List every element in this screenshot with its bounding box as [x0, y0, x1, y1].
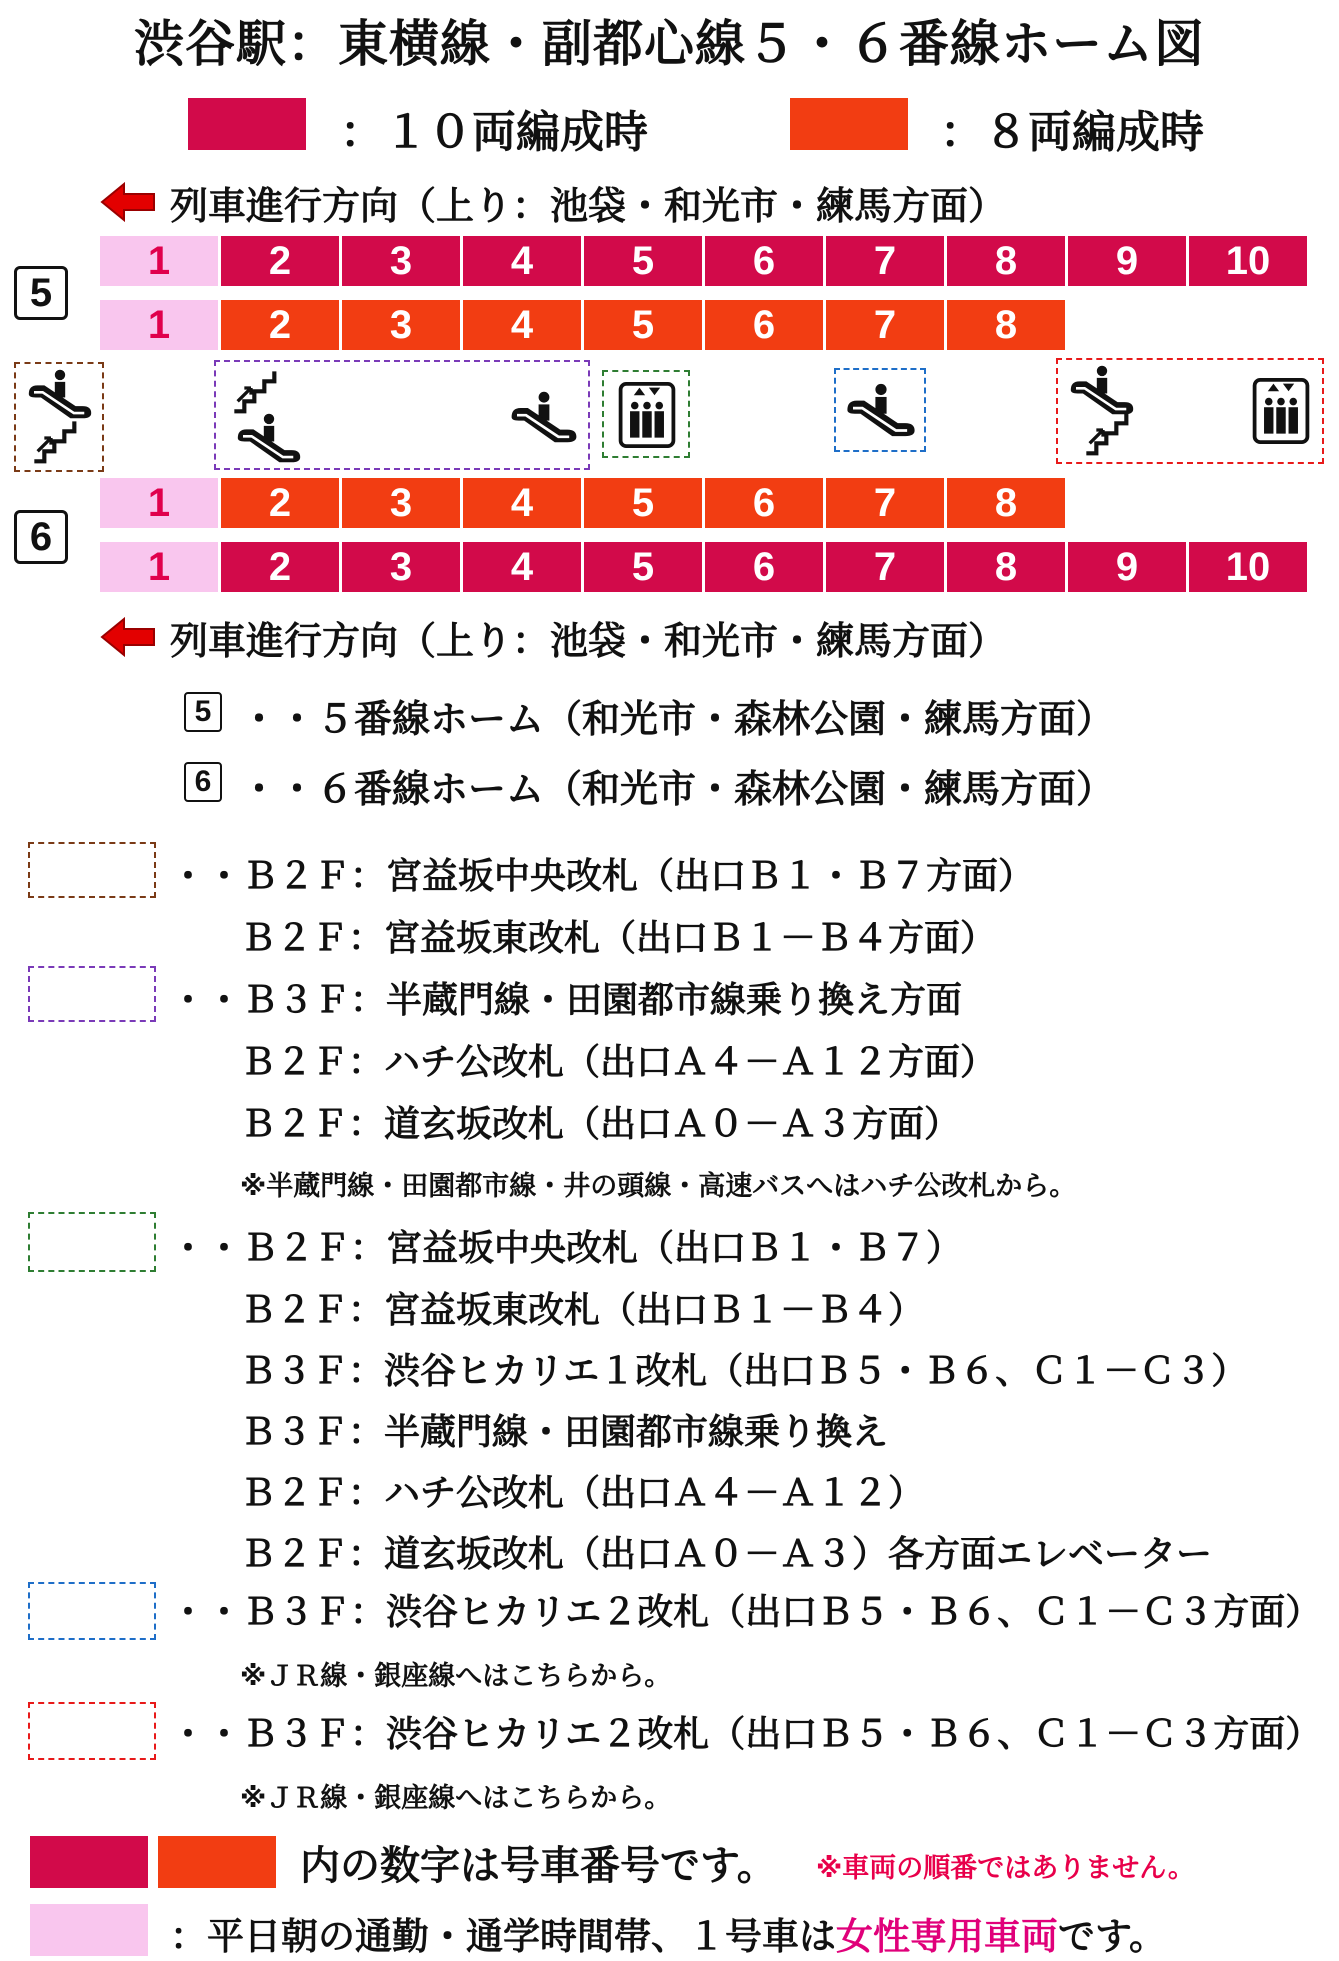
- direction-text-top: 列車進行方向（上り：池袋・和光市・練馬方面）: [170, 183, 1007, 228]
- direction-text-bottom: 列車進行方向（上り：池袋・和光市・練馬方面）: [170, 618, 1007, 663]
- car-number-note-text: 内の数字は号車番号です。: [300, 1843, 777, 1889]
- facility-box-green: [602, 370, 690, 458]
- car-2: 2: [221, 236, 339, 286]
- car-8: 8: [947, 300, 1065, 350]
- car-8: 8: [947, 478, 1065, 528]
- red-line-1: ・・Ｂ３Ｆ：渋谷ヒカリエ２改札（出口Ｂ５・Ｂ６、Ｃ１－Ｃ３方面）: [170, 1714, 1322, 1755]
- car-4: 4: [463, 542, 581, 592]
- legend-box-brown: [28, 842, 156, 898]
- platform-key-6-text: ・・６番線ホーム（和光市・森林公園・練馬方面）: [240, 767, 1115, 811]
- car-5: 5: [584, 542, 702, 592]
- car-7: 7: [826, 542, 944, 592]
- car-5: 5: [584, 478, 702, 528]
- green-line-1: ・・Ｂ２Ｆ：宮益坂中央改札（出口Ｂ１・Ｂ７）: [170, 1228, 963, 1269]
- brown-line-1: ・・Ｂ２Ｆ：宮益坂中央改札（出口Ｂ１・Ｂ７方面）: [170, 856, 1035, 897]
- blue-note: ※ＪＲ線・銀座線へはこちらから。: [240, 1661, 672, 1692]
- platform-key-5-num: 5: [184, 692, 222, 732]
- legend-label-10-car: ：１０両編成時: [340, 107, 648, 158]
- car-2: 2: [221, 478, 339, 528]
- green-line-5: Ｂ２Ｆ：ハチ公改札（出口Ａ４－Ａ１２）: [240, 1473, 925, 1514]
- green-line-4: Ｂ３Ｆ：半蔵門線・田園都市線乗り換え: [240, 1412, 889, 1453]
- car-1: 1: [100, 236, 218, 286]
- car-5: 5: [584, 236, 702, 286]
- legend-box-purple: [28, 966, 156, 1022]
- car-5: 5: [584, 300, 702, 350]
- car-1: 1: [100, 542, 218, 592]
- legend-box-red: [28, 1702, 156, 1760]
- car-3: 3: [342, 542, 460, 592]
- escalator-icon: [506, 390, 582, 444]
- stairs-icon: [228, 368, 284, 418]
- platform-6-10-car-row: [100, 542, 1310, 592]
- car-6: 6: [705, 236, 823, 286]
- platform-5-8-car-row: [100, 300, 1068, 350]
- blue-line-1: ・・Ｂ３Ｆ：渋谷ヒカリエ２改札（出口Ｂ５・Ｂ６、Ｃ１－Ｃ３方面）: [170, 1592, 1322, 1633]
- car-1: 1: [100, 478, 218, 528]
- car-4: 4: [463, 300, 581, 350]
- car-2: 2: [221, 300, 339, 350]
- footer-swatch-10-car: [30, 1836, 148, 1888]
- platform-6-8-car-row: [100, 478, 1068, 528]
- green-line-2: Ｂ２Ｆ：宮益坂東改札（出口Ｂ１－Ｂ４）: [240, 1290, 925, 1331]
- car-6: 6: [705, 478, 823, 528]
- car-2: 2: [221, 542, 339, 592]
- car-10: 10: [1189, 542, 1307, 592]
- car-order-warning: ※車両の順番ではありません。: [816, 1853, 1195, 1884]
- legend-swatch-8-car: [790, 98, 908, 150]
- page-title: 渋谷駅：東横線・副都心線５・６番線ホーム図: [134, 15, 1205, 73]
- arrow-left-icon: [100, 182, 156, 222]
- green-line-3: Ｂ３Ｆ：渋谷ヒカリエ１改札（出口Ｂ５・Ｂ６、Ｃ１－Ｃ３）: [240, 1351, 1248, 1392]
- green-line-6: Ｂ２Ｆ：道玄坂改札（出口Ａ０－Ａ３）各方面エレベーター: [240, 1534, 1213, 1575]
- arrow-left-icon: [100, 617, 156, 657]
- platform-5-label: 5: [14, 266, 68, 320]
- red-note: ※ＪＲ線・銀座線へはこちらから。: [240, 1783, 672, 1814]
- facility-box-blue: [834, 368, 926, 452]
- purple-line-2: Ｂ２Ｆ：ハチ公改札（出口Ａ４－Ａ１２方面）: [240, 1042, 997, 1083]
- car-6: 6: [705, 300, 823, 350]
- car-3: 3: [342, 300, 460, 350]
- facility-box-red: [1056, 358, 1324, 464]
- legend-label-8-car: ：８両編成時: [940, 107, 1204, 158]
- direction-indicator-bottom: [100, 612, 1006, 662]
- car-9: 9: [1068, 542, 1186, 592]
- car-4: 4: [463, 236, 581, 286]
- car-8: 8: [947, 236, 1065, 286]
- car-1: 1: [100, 300, 218, 350]
- brown-line-2: Ｂ２Ｆ：宮益坂東改札（出口Ｂ１－Ｂ４方面）: [240, 918, 997, 959]
- car-9: 9: [1068, 236, 1186, 286]
- women-only-text-a: ：平日朝の通勤・通学時間帯、１号車は: [170, 1915, 836, 1958]
- platform-key-6-num: 6: [184, 762, 222, 802]
- car-8: 8: [947, 542, 1065, 592]
- platform-5-10-car-row: [100, 236, 1310, 286]
- purple-note: ※半蔵門線・田園都市線・井の頭線・高速バスへはハチ公改札から。: [240, 1171, 1077, 1202]
- footer-swatch-women-only: [30, 1904, 148, 1956]
- stairs-icon: [30, 418, 82, 468]
- footer-swatch-8-car: [158, 1836, 276, 1888]
- legend-box-blue: [28, 1582, 156, 1640]
- car-7: 7: [826, 300, 944, 350]
- women-only-text-c: です。: [1058, 1915, 1167, 1958]
- escalator-icon: [1064, 364, 1140, 416]
- direction-indicator-top: [100, 177, 1006, 227]
- car-3: 3: [342, 236, 460, 286]
- elevator-icon: [1252, 378, 1310, 444]
- escalator-icon: [232, 412, 306, 464]
- facility-box-purple: [214, 360, 590, 470]
- car-3: 3: [342, 478, 460, 528]
- platform-6-label: 6: [14, 510, 68, 564]
- escalator-icon: [842, 382, 920, 438]
- car-7: 7: [826, 478, 944, 528]
- stairs-icon: [1082, 410, 1134, 460]
- car-4: 4: [463, 478, 581, 528]
- facility-box-brown: [14, 362, 104, 472]
- women-only-text: [170, 1906, 1166, 1960]
- car-7: 7: [826, 236, 944, 286]
- women-only-highlight: 女性専用車両: [836, 1915, 1058, 1958]
- escalator-icon: [22, 368, 98, 420]
- car-6: 6: [705, 542, 823, 592]
- legend-box-green: [28, 1212, 156, 1272]
- purple-line-3: Ｂ２Ｆ：道玄坂改札（出口Ａ０－Ａ３方面）: [240, 1104, 961, 1145]
- car-10: 10: [1189, 236, 1307, 286]
- legend-swatch-10-car: [188, 98, 306, 150]
- elevator-icon: [618, 382, 676, 448]
- platform-key-5-text: ・・５番線ホーム（和光市・森林公園・練馬方面）: [240, 697, 1115, 741]
- purple-line-1: ・・Ｂ３Ｆ：半蔵門線・田園都市線乗り換え方面: [170, 980, 963, 1021]
